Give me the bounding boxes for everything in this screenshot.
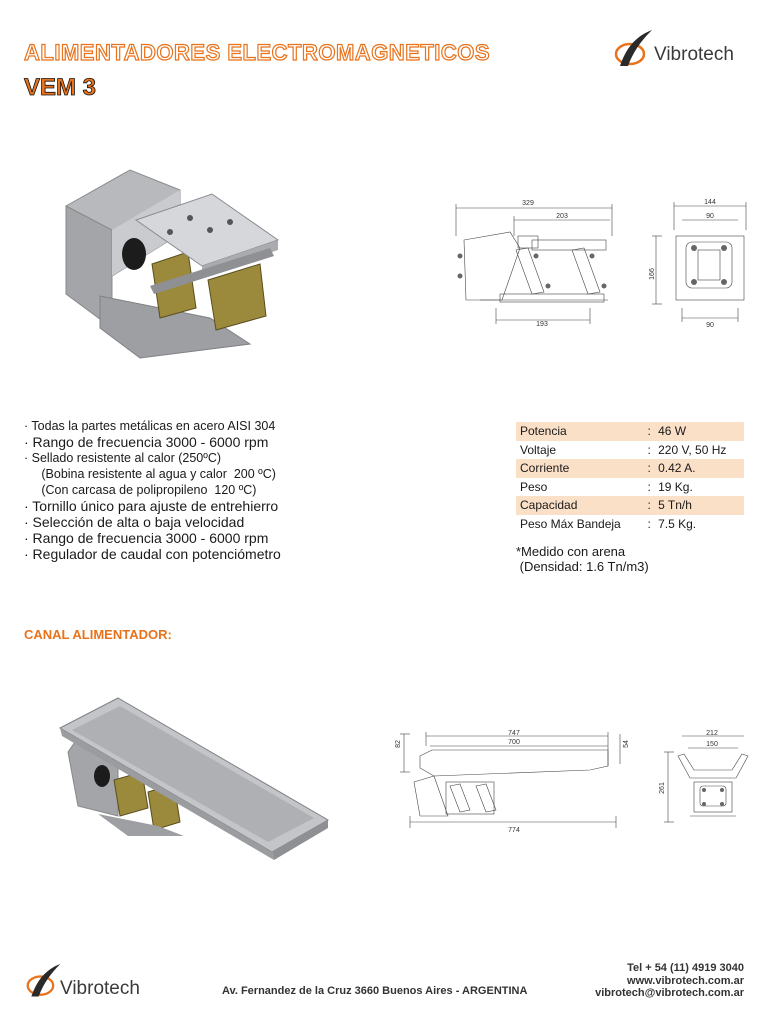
dim-canal-height: 261 <box>659 782 666 794</box>
dim-canal-length-inner: 700 <box>508 739 520 746</box>
feature-item: · Rango de frecuencia 3000 - 6000 rpm <box>24 530 269 546</box>
dim-inner-length: 203 <box>556 213 568 220</box>
spec-separator: : <box>647 442 651 457</box>
spec-row <box>516 422 744 441</box>
spec-label: Peso <box>520 479 548 494</box>
spec-label: Potencia <box>516 422 644 441</box>
brand-logo <box>612 28 752 72</box>
side-view-drawing <box>440 196 620 336</box>
spec-label: Capacidad <box>516 496 644 515</box>
spec-label: Peso Máx Bandeja <box>520 516 621 531</box>
spec-value: 5 Tn/h <box>654 496 744 515</box>
dim-inner-width-bottom: 90 <box>706 322 714 329</box>
vibrotech-swoosh-icon <box>612 28 658 72</box>
feeder-3d-render <box>60 168 290 360</box>
dim-base-length: 193 <box>536 321 548 328</box>
spec-row <box>516 478 744 497</box>
canal-side-drawing <box>390 726 640 834</box>
dim-canal-length-total: 774 <box>508 827 520 834</box>
feature-item: (Con carcasa de polipropileno 120 ºC) <box>24 483 257 497</box>
model-name: VEM 3 <box>24 74 97 101</box>
spec-value: 220 V, 50 Hz <box>658 442 727 457</box>
dim-total-length: 329 <box>522 200 534 207</box>
footer-brand-name: Vibrotech <box>60 978 140 999</box>
feature-item: · Regulador de caudal con potenciómetro <box>24 546 281 562</box>
spec-row <box>516 496 744 515</box>
dim-inner-width-top: 90 <box>706 213 714 220</box>
feature-item: · Tornillo único para ajuste de entrehierro <box>24 498 279 514</box>
footer-email-link[interactable]: vibrotech@vibrotech.com.ar <box>595 987 744 999</box>
footer-logo <box>24 962 154 1002</box>
footer-address: Av. Fernandez de la Cruz 3660 Buenos Aires - ARGENTINA <box>222 985 528 997</box>
canal-heading: CANAL ALIMENTADOR: <box>24 627 172 642</box>
features-list <box>24 418 354 562</box>
spec-separator: : <box>644 459 654 478</box>
spec-separator: : <box>647 516 651 531</box>
spec-value: 19 Kg. <box>658 479 693 494</box>
dim-canal-width: 212 <box>706 730 718 737</box>
brand-name: Vibrotech <box>654 44 734 65</box>
footer-contact <box>595 962 744 1000</box>
spec-value: 7.5 Kg. <box>658 516 697 531</box>
spec-row <box>516 441 744 460</box>
footer-web-link[interactable]: www.vibrotech.com.ar <box>627 974 744 987</box>
measurement-note: *Medido con arena (Densidad: 1.6 Tn/m3) <box>516 544 649 574</box>
dim-canal-length-top: 747 <box>508 730 520 737</box>
footer-phone: Tel + 54 (11) 4919 3040 <box>627 962 744 974</box>
dim-canal-tray-height: 82 <box>395 740 402 748</box>
dim-width: 144 <box>704 199 716 206</box>
spec-label: Corriente <box>516 459 644 478</box>
feature-item: (Bobina resistente al agua y calor 200 ºC) <box>24 467 276 481</box>
spec-value: 46 W <box>654 422 744 441</box>
feature-item: · Sellado resistente al calor (250ºC) <box>24 451 222 465</box>
spec-separator: : <box>644 422 654 441</box>
dim-canal-inner-width: 150 <box>706 741 718 748</box>
dim-canal-lip: 54 <box>623 740 630 748</box>
feature-item: · Todas la partes metálicas en acero AISI 304 <box>24 419 276 433</box>
spec-value: 0.42 A. <box>654 459 744 478</box>
front-view-drawing <box>642 196 752 336</box>
spec-row <box>516 515 744 534</box>
dim-height: 166 <box>649 268 656 280</box>
feature-item: · Rango de frecuencia 3000 - 6000 rpm <box>24 434 269 450</box>
spec-separator: : <box>647 479 651 494</box>
feature-item: · Selección de alta o baja velocidad <box>24 514 245 530</box>
spec-row <box>516 459 744 478</box>
canal-front-drawing <box>654 726 754 826</box>
spec-label: Voltaje <box>520 442 557 457</box>
specs-table <box>516 422 744 533</box>
spec-separator: : <box>644 496 654 515</box>
page-title: ALIMENTADORES ELECTROMAGNETICOS <box>24 40 491 65</box>
canal-3d-render <box>58 696 333 864</box>
